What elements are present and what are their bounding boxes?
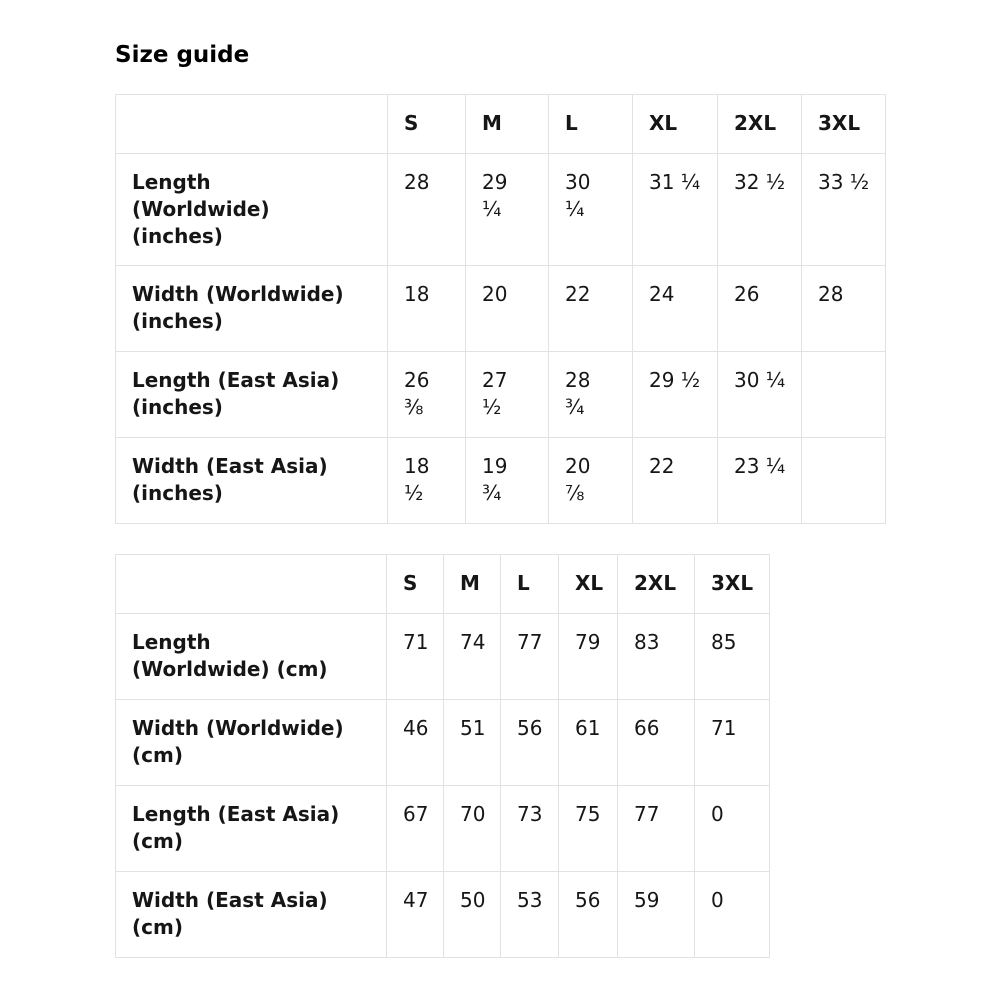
col-header-l: L bbox=[501, 555, 559, 614]
cell-xl bbox=[559, 872, 618, 958]
cell-l bbox=[501, 786, 559, 872]
size-value: 28 bbox=[818, 282, 844, 306]
corner-empty-cell bbox=[116, 95, 388, 154]
cell-2xl bbox=[618, 786, 695, 872]
row-length-worldwide-cm bbox=[116, 614, 770, 700]
size-value: 33 ½ bbox=[818, 170, 870, 194]
col-header-s: S bbox=[387, 555, 444, 614]
cell-3xl bbox=[802, 154, 886, 266]
row-label bbox=[116, 786, 387, 872]
cell-l bbox=[501, 700, 559, 786]
cell-3xl bbox=[695, 614, 770, 700]
size-value: 66 bbox=[634, 716, 660, 740]
row-label-text: Width (East Asia) (cm) bbox=[132, 888, 328, 939]
cell-l bbox=[549, 438, 633, 524]
col-header-xl: XL bbox=[559, 555, 618, 614]
cell-3xl bbox=[695, 786, 770, 872]
cell-2xl bbox=[718, 154, 802, 266]
size-value: 67 bbox=[403, 802, 429, 826]
col-header-3xl: 3XL bbox=[695, 555, 770, 614]
size-value: 18 ½ bbox=[404, 454, 430, 505]
size-value: 47 bbox=[403, 888, 429, 912]
row-width-east-asia-inches bbox=[116, 438, 886, 524]
cell-2xl bbox=[618, 872, 695, 958]
size-value: 19 ¾ bbox=[482, 454, 508, 505]
cell-xl bbox=[633, 352, 718, 438]
row-label bbox=[116, 872, 387, 958]
row-width-east-asia-cm bbox=[116, 872, 770, 958]
size-value: 22 bbox=[565, 282, 591, 306]
size-value: 20 ⅞ bbox=[565, 454, 591, 505]
size-value: 0 bbox=[711, 888, 724, 912]
size-value: 28 ¾ bbox=[565, 368, 591, 419]
size-value: 30 ¼ bbox=[565, 170, 591, 221]
size-value: 77 bbox=[517, 630, 543, 654]
cell-l bbox=[501, 614, 559, 700]
cell-xl bbox=[559, 786, 618, 872]
col-header-xl: XL bbox=[633, 95, 718, 154]
row-label-text: Width (Worldwide) (cm) bbox=[132, 716, 344, 767]
size-value: 53 bbox=[517, 888, 543, 912]
cell-3xl bbox=[802, 266, 886, 352]
size-value: 85 bbox=[711, 630, 737, 654]
cell-s bbox=[388, 438, 466, 524]
cell-m bbox=[444, 786, 501, 872]
size-table-cm bbox=[115, 554, 770, 958]
size-value: 83 bbox=[634, 630, 660, 654]
size-value: 79 bbox=[575, 630, 601, 654]
cell-xl bbox=[633, 266, 718, 352]
size-value: 77 bbox=[634, 802, 660, 826]
col-header-l: L bbox=[549, 95, 633, 154]
cell-m bbox=[466, 352, 549, 438]
cell-3xl bbox=[695, 872, 770, 958]
row-width-worldwide-cm bbox=[116, 700, 770, 786]
size-value: 73 bbox=[517, 802, 543, 826]
cell-m bbox=[466, 154, 549, 266]
cell-xl bbox=[559, 700, 618, 786]
size-value: 56 bbox=[517, 716, 543, 740]
size-value: 46 bbox=[403, 716, 429, 740]
row-label bbox=[116, 352, 388, 438]
header-row-inches bbox=[116, 95, 886, 154]
cell-l bbox=[549, 352, 633, 438]
row-label-text: Length (Worldwide) (inches) bbox=[132, 170, 270, 248]
row-label-text: Width (Worldwide) (inches) bbox=[132, 282, 344, 333]
row-label bbox=[116, 438, 388, 524]
col-header-3xl: 3XL bbox=[802, 95, 886, 154]
cell-s bbox=[387, 786, 444, 872]
col-header-m: M bbox=[466, 95, 549, 154]
cell-m bbox=[466, 266, 549, 352]
size-value: 51 bbox=[460, 716, 486, 740]
row-label-text: Length (East Asia) (cm) bbox=[132, 802, 340, 853]
size-value: 31 ¼ bbox=[649, 170, 701, 194]
size-table-inches bbox=[115, 94, 886, 524]
cell-3xl bbox=[802, 438, 886, 524]
size-value: 27 ½ bbox=[482, 368, 508, 419]
cell-m bbox=[444, 872, 501, 958]
col-header-2xl: 2XL bbox=[618, 555, 695, 614]
cell-l bbox=[549, 266, 633, 352]
cell-xl bbox=[633, 438, 718, 524]
row-width-worldwide-inches bbox=[116, 266, 886, 352]
col-header-s: S bbox=[388, 95, 466, 154]
cell-s bbox=[388, 352, 466, 438]
cell-s bbox=[388, 266, 466, 352]
size-value: 29 ½ bbox=[649, 368, 701, 392]
cell-m bbox=[466, 438, 549, 524]
size-value: 56 bbox=[575, 888, 601, 912]
size-value: 29 ¼ bbox=[482, 170, 508, 221]
size-value: 71 bbox=[711, 716, 737, 740]
size-value: 61 bbox=[575, 716, 601, 740]
size-value: 23 ¼ bbox=[734, 454, 786, 478]
size-value: 0 bbox=[711, 802, 724, 826]
cell-l bbox=[549, 154, 633, 266]
size-value: 24 bbox=[649, 282, 675, 306]
corner-empty-cell bbox=[116, 555, 387, 614]
row-length-east-asia-inches bbox=[116, 352, 886, 438]
row-label-text: Width (East Asia) (inches) bbox=[132, 454, 328, 505]
cell-2xl bbox=[618, 700, 695, 786]
row-label-text: Length (Worldwide) (cm) bbox=[132, 630, 328, 681]
cell-2xl bbox=[618, 614, 695, 700]
size-value: 26 ⅜ bbox=[404, 368, 430, 419]
cell-s bbox=[387, 700, 444, 786]
row-length-worldwide-inches bbox=[116, 154, 886, 266]
size-value: 71 bbox=[403, 630, 429, 654]
cell-2xl bbox=[718, 266, 802, 352]
size-value: 70 bbox=[460, 802, 486, 826]
size-value: 50 bbox=[460, 888, 486, 912]
size-value: 74 bbox=[460, 630, 486, 654]
col-header-m: M bbox=[444, 555, 501, 614]
size-value: 59 bbox=[634, 888, 660, 912]
size-value: 20 bbox=[482, 282, 508, 306]
size-value: 22 bbox=[649, 454, 675, 478]
cell-s bbox=[387, 872, 444, 958]
cell-xl bbox=[559, 614, 618, 700]
cell-xl bbox=[633, 154, 718, 266]
cell-2xl bbox=[718, 352, 802, 438]
size-value: 30 ¼ bbox=[734, 368, 786, 392]
row-label bbox=[116, 614, 387, 700]
cell-s bbox=[388, 154, 466, 266]
size-value: 26 bbox=[734, 282, 760, 306]
cell-m bbox=[444, 614, 501, 700]
row-label bbox=[116, 266, 388, 352]
cell-s bbox=[387, 614, 444, 700]
row-length-east-asia-cm bbox=[116, 786, 770, 872]
cell-3xl bbox=[802, 352, 886, 438]
size-value: 75 bbox=[575, 802, 601, 826]
row-label-text: Length (East Asia) (inches) bbox=[132, 368, 340, 419]
cell-2xl bbox=[718, 438, 802, 524]
size-guide-title: Size guide bbox=[115, 42, 250, 68]
row-label bbox=[116, 700, 387, 786]
header-row-cm bbox=[116, 555, 770, 614]
cell-m bbox=[444, 700, 501, 786]
cell-3xl bbox=[695, 700, 770, 786]
size-value: 28 bbox=[404, 170, 430, 194]
size-value: 18 bbox=[404, 282, 430, 306]
cell-l bbox=[501, 872, 559, 958]
col-header-2xl: 2XL bbox=[718, 95, 802, 154]
size-value: 32 ½ bbox=[734, 170, 786, 194]
row-label bbox=[116, 154, 388, 266]
